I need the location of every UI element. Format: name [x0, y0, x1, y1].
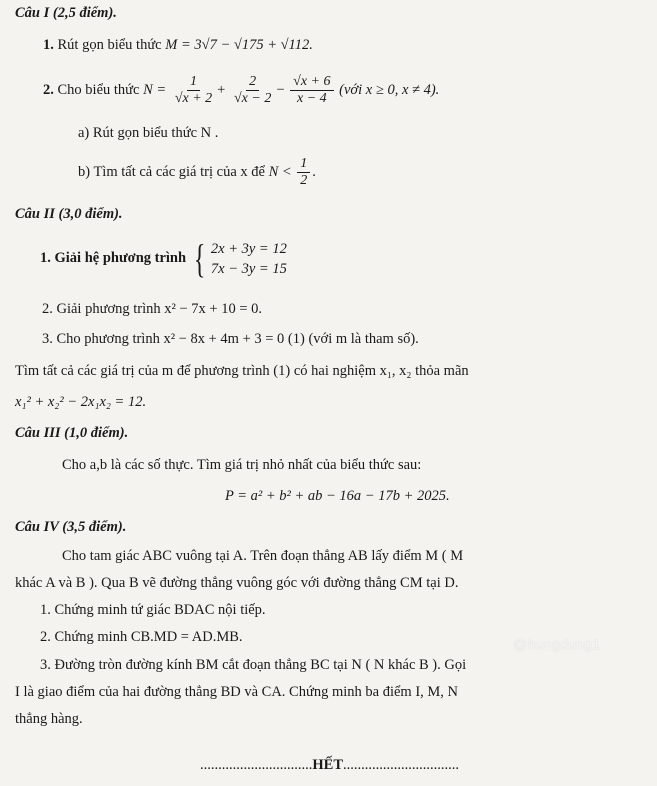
fraction-3-num: √x + 6: [290, 74, 333, 91]
q2-part3: 3. Cho phương trình x² − 8x + 4m + 3 = 0 (1) (với m là tham số).: [42, 331, 419, 347]
q4-part2: 2. Chứng minh CB.MD = AD.MB.: [40, 629, 243, 645]
q2-part2: 2. Giải phương trình x² − 7x + 10 = 0.: [42, 301, 263, 317]
q1-part2-condition: (với x ≥ 0, x ≠ 4).: [339, 82, 440, 98]
q1-part2-lhs: N =: [143, 82, 167, 98]
q2-part1-text: 1. Giải hệ phương trình: [40, 250, 187, 266]
footer: [200, 756, 459, 774]
q1-part1: [43, 36, 313, 54]
fraction-1-den: √x + 2: [174, 91, 213, 107]
q3-heading: Câu III (1,0 điểm).: [15, 425, 129, 441]
q4-intro-1: Cho tam giác ABC vuông tại A. Trên đoạn thẳng AB lấy điểm M ( M: [62, 548, 464, 564]
fraction-2-num: 2: [246, 74, 259, 91]
q1-part2b-text: b) Tìm tất cả các giá trị của x để: [78, 164, 265, 180]
q2-part1: [40, 234, 287, 282]
q4-part3-a: 3. Đường tròn đường kính BM cắt đoạn thẳng BC tại N ( N khác B ). Gọi: [40, 657, 467, 673]
q1-part1-label: 1.: [43, 37, 54, 53]
q4-part3-c: thẳng hàng.: [15, 711, 83, 727]
q1-part1-expr: M = 3√7 − √175 + √112.: [165, 37, 313, 53]
q1-part2-text: Cho biểu thức: [57, 82, 140, 98]
footer-right-dots: ................................: [343, 757, 459, 773]
footer-end-label: HẾT: [312, 757, 343, 773]
q1-part2: 2. Cho biểu thức N = $\frac{1}{√x + 2}$ + $\frac{2}{√x - 2}$ − $\frac{√x + 6}{x - 4}$ (với x ≥ 0, x ≠ 4).: [43, 74, 440, 107]
q2-heading: Câu II (3,0 điểm).: [15, 206, 123, 222]
q1-part2a: a) Rút gọn biểu thức N .: [78, 125, 219, 141]
fraction-1-num: 1: [187, 74, 200, 91]
fraction-3-den: x − 4: [297, 91, 327, 107]
fraction-half: [297, 156, 310, 189]
q2-part3-expr: x₁² + x₂² − 2x₁x₂ = 12.: [15, 394, 147, 410]
q3-text: Cho a,b là các số thực. Tìm giá trị nhỏ nhất của biểu thức sau:: [62, 457, 422, 473]
q3-expr: P = a² + b² + ab − 16a − 17b + 2025.: [225, 488, 450, 504]
watermark: @hungdung1: [513, 636, 601, 652]
fraction-3: [290, 74, 333, 107]
q2-part3-cont: Tìm tất cả các giá trị của m để phương trình (1) có hai nghiệm x₁, x₂ thỏa mãn: [15, 363, 469, 379]
footer-left-dots: ...............................: [200, 757, 313, 773]
q4-part1: 1. Chứng minh tứ giác BDAC nội tiếp.: [40, 602, 266, 618]
q1-part1-text: Rút gọn biểu thức: [57, 37, 162, 53]
q4-part3-b: I là giao điểm của hai đường thẳng BD và CA. Chứng minh ba điểm I, M, N: [15, 684, 459, 700]
q1-part2-label: 2.: [43, 82, 54, 98]
left-brace-icon: {: [193, 235, 206, 281]
fraction-2-den: √x − 2: [233, 91, 272, 107]
q1-part2b-lhs: N <: [268, 164, 292, 180]
system-eq-1: 2x + 3y = 12: [210, 240, 287, 257]
fraction-1: [172, 74, 215, 107]
system-eq-2: 7x − 3y = 15: [210, 260, 287, 277]
q1-heading: Câu I (2,5 điểm).: [15, 5, 117, 21]
fraction-2: [231, 74, 274, 107]
fraction-half-den: 2: [300, 173, 308, 189]
q4-heading: Câu IV (3,5 điểm).: [15, 519, 127, 535]
equation-system: [190, 235, 287, 281]
fraction-half-num: 1: [297, 156, 310, 173]
q1-part2b: b) Tìm tất cả các giá trị của x để N < $\frac{1}{2}$ .: [78, 156, 316, 189]
q4-intro-2: khác A và B ). Qua B vẽ đường thẳng vuông góc với đường thẳng CM tại D.: [15, 575, 459, 591]
